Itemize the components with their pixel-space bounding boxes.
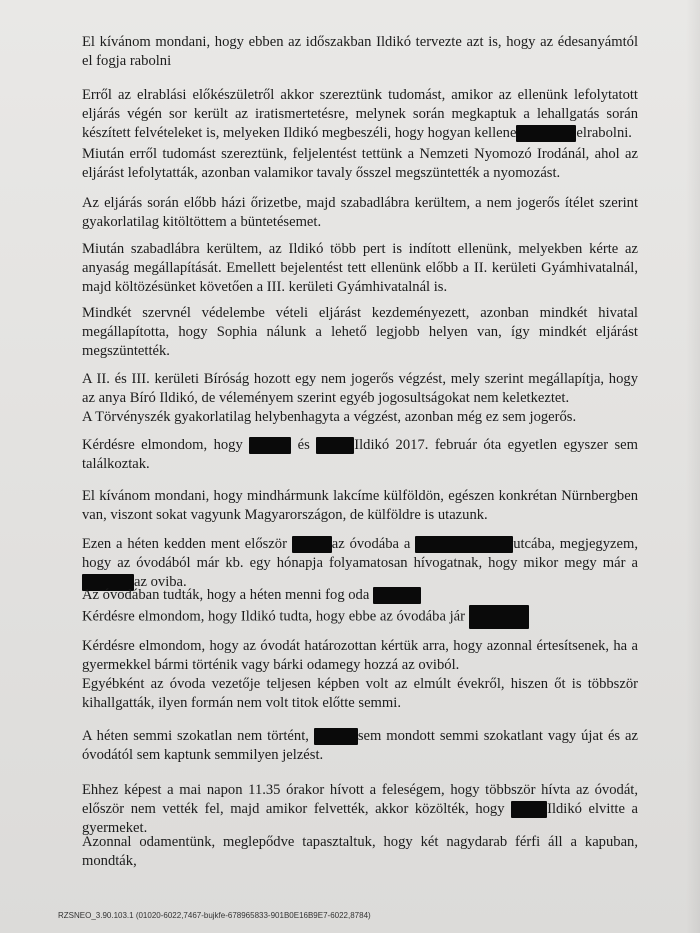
paragraph-8 — [82, 436, 638, 474]
paragraph-text: Ildikó elvitte a gyermeket. — [82, 801, 638, 836]
paragraph-text: Kérdésre elmondom, hogy — [82, 437, 243, 453]
redaction-block — [316, 437, 354, 454]
paragraph-2 — [82, 86, 638, 143]
paragraph-text: sem mondott semmi szokatlant vagy újat és az óvodától sem kaptunk semmilyen jelzést. — [82, 728, 638, 763]
paragraph-text: és — [297, 437, 310, 453]
paragraph-text: Ildikó 2017. február óta egyetlen egyszer sem találkoztak. — [82, 437, 638, 472]
paragraph-text: utcába, megjegyzem, hogy az óvodából már kb. egy hónapja folyamatosan hívogatnak, hogy mikor megy már a — [82, 536, 638, 571]
paragraph-text: Azonnal odamentünk, meglepődve tapasztaltuk, hogy két nagydarab férfi áll a kapuban, mondták, — [82, 834, 638, 869]
redaction-block — [469, 605, 529, 629]
paragraph-9 — [82, 487, 638, 525]
paragraph-6 — [82, 304, 638, 361]
redaction-block — [249, 437, 291, 454]
paragraph-14 — [82, 781, 638, 838]
paragraph-10 — [82, 535, 638, 592]
paragraph-text: Erről az elrablási előkészületről akkor szereztünk tudomást, amikor az ellenünk lefolytatott eljárás végén sor került az iratismertetésre, melynek során megkaptuk a lehallgatás során készített felvételeket is, melyeken Ildikó megbeszéli, hogy hogyan kellene — [82, 87, 638, 141]
paragraph-13 — [82, 727, 638, 765]
paragraph-text: Miután szabadlábra kerültem, az Ildikó több pert is indított ellenünk, melyekben kérte az anyaság megállapítását. Emellett bejelentést tett ellenünk előbb a II. kerületi Gyámhivatalnál, majd költözésünket követően a III. kerületi Gyámhivatalnál is. — [82, 241, 638, 295]
paragraph-text: A Törvényszék gyakorlatilag helybenhagyta a végzést, azonban még ez sem jogerős. — [82, 409, 577, 425]
paragraph-text: Egyébként az óvoda vezetője teljesen képben volt az elmúlt évekről, hiszen őt is többször kihallgatták, ilyen formán nem volt titok előtte semmi. — [82, 676, 638, 711]
paragraph-text: Az eljárás során előbb házi őrizetbe, majd szabadlábra kerültem, a nem jogerős ítélet szerint gyakorlatilag kitöltöttem a büntetésemet. — [82, 195, 638, 230]
redaction-block — [314, 728, 358, 745]
paragraph-text: El kívánom mondani, hogy mindhármunk lakcíme külföldön, egészen konkrétan Nürnbergben van, viszont sokat vagyunk Magyarországon, de külföldre is utazunk. — [82, 488, 638, 523]
paragraph-3 — [82, 145, 638, 183]
paragraph-text: Az óvodában tudták, hogy a héten menni fog oda — [82, 587, 370, 603]
paragraph-text: Kérdésre elmondom, hogy Ildikó tudta, hogy ebbe az óvodába jár — [82, 608, 465, 625]
paragraph-1 — [82, 33, 638, 71]
page-shadow — [686, 0, 700, 933]
redaction-block — [292, 536, 332, 553]
paragraph-11 — [82, 586, 638, 629]
paragraph-4 — [82, 194, 638, 232]
redaction-block — [373, 587, 421, 604]
paragraph-text: A II. és III. kerületi Bíróság hozott egy nem jogerős végzést, mely szerint megállapítja, hogy az anya Bíró Ildikó, de véleményem szerint egyéb jogosultságokat nem keletkeztet. — [82, 371, 638, 406]
paragraph-15 — [82, 833, 638, 871]
paragraph-text: Miután erről tudomást szereztünk, feljelentést tettünk a Nemzeti Nyomozó Irodánál, ahol az eljárást lefolytatták, azonban valamikor tavaly ősszel megszüntették a nyomozást. — [82, 146, 638, 181]
paragraph-text: A héten semmi szokatlan nem történt, — [82, 728, 309, 744]
redaction-block — [415, 536, 513, 553]
paragraph-text: az óvodába a — [331, 536, 411, 552]
paragraph-text: Ehhez képest a mai napon 11.35 órakor hívott a feleségem, hogy többször hívta az óvodát, először nem vették fel, majd amikor felvették, akkor közölték, hogy — [82, 782, 638, 817]
paragraph-text: Kérdésre elmondom, hogy az óvodát határozottan kértük arra, hogy azonnal értesítsenek, ha a gyermekkel bármi történik vagy bárki odamegy hozzá az oviból. — [82, 638, 638, 673]
paragraph-text: El kívánom mondani, hogy ebben az időszakban Ildikó tervezte azt is, hogy az édesanyámtól el fogja rabolni — [82, 34, 638, 69]
paragraph-7 — [82, 370, 638, 427]
paragraph-12 — [82, 637, 638, 713]
paragraph-text: Ezen a héten kedden ment először — [82, 536, 287, 552]
redaction-block — [511, 801, 547, 818]
document-footer-code: RZSNEO_3.90.103.1 (01020-6022,7467-bujkfe-678965833-901B0E16B9E7-6022,8784) — [58, 911, 371, 920]
paragraph-text: az oviba. — [134, 574, 187, 590]
paragraph-5 — [82, 240, 638, 297]
paragraph-text: elrabolni. — [576, 125, 632, 141]
redaction-block — [516, 125, 576, 142]
paragraph-text: Mindkét szervnél védelembe vételi eljárást kezdeményezett, azonban mindkét hivatal megállapította, hogy Sophia nálunk a lehető legjobb helyen van, így mindkét eljárást megszüntették. — [82, 305, 638, 359]
